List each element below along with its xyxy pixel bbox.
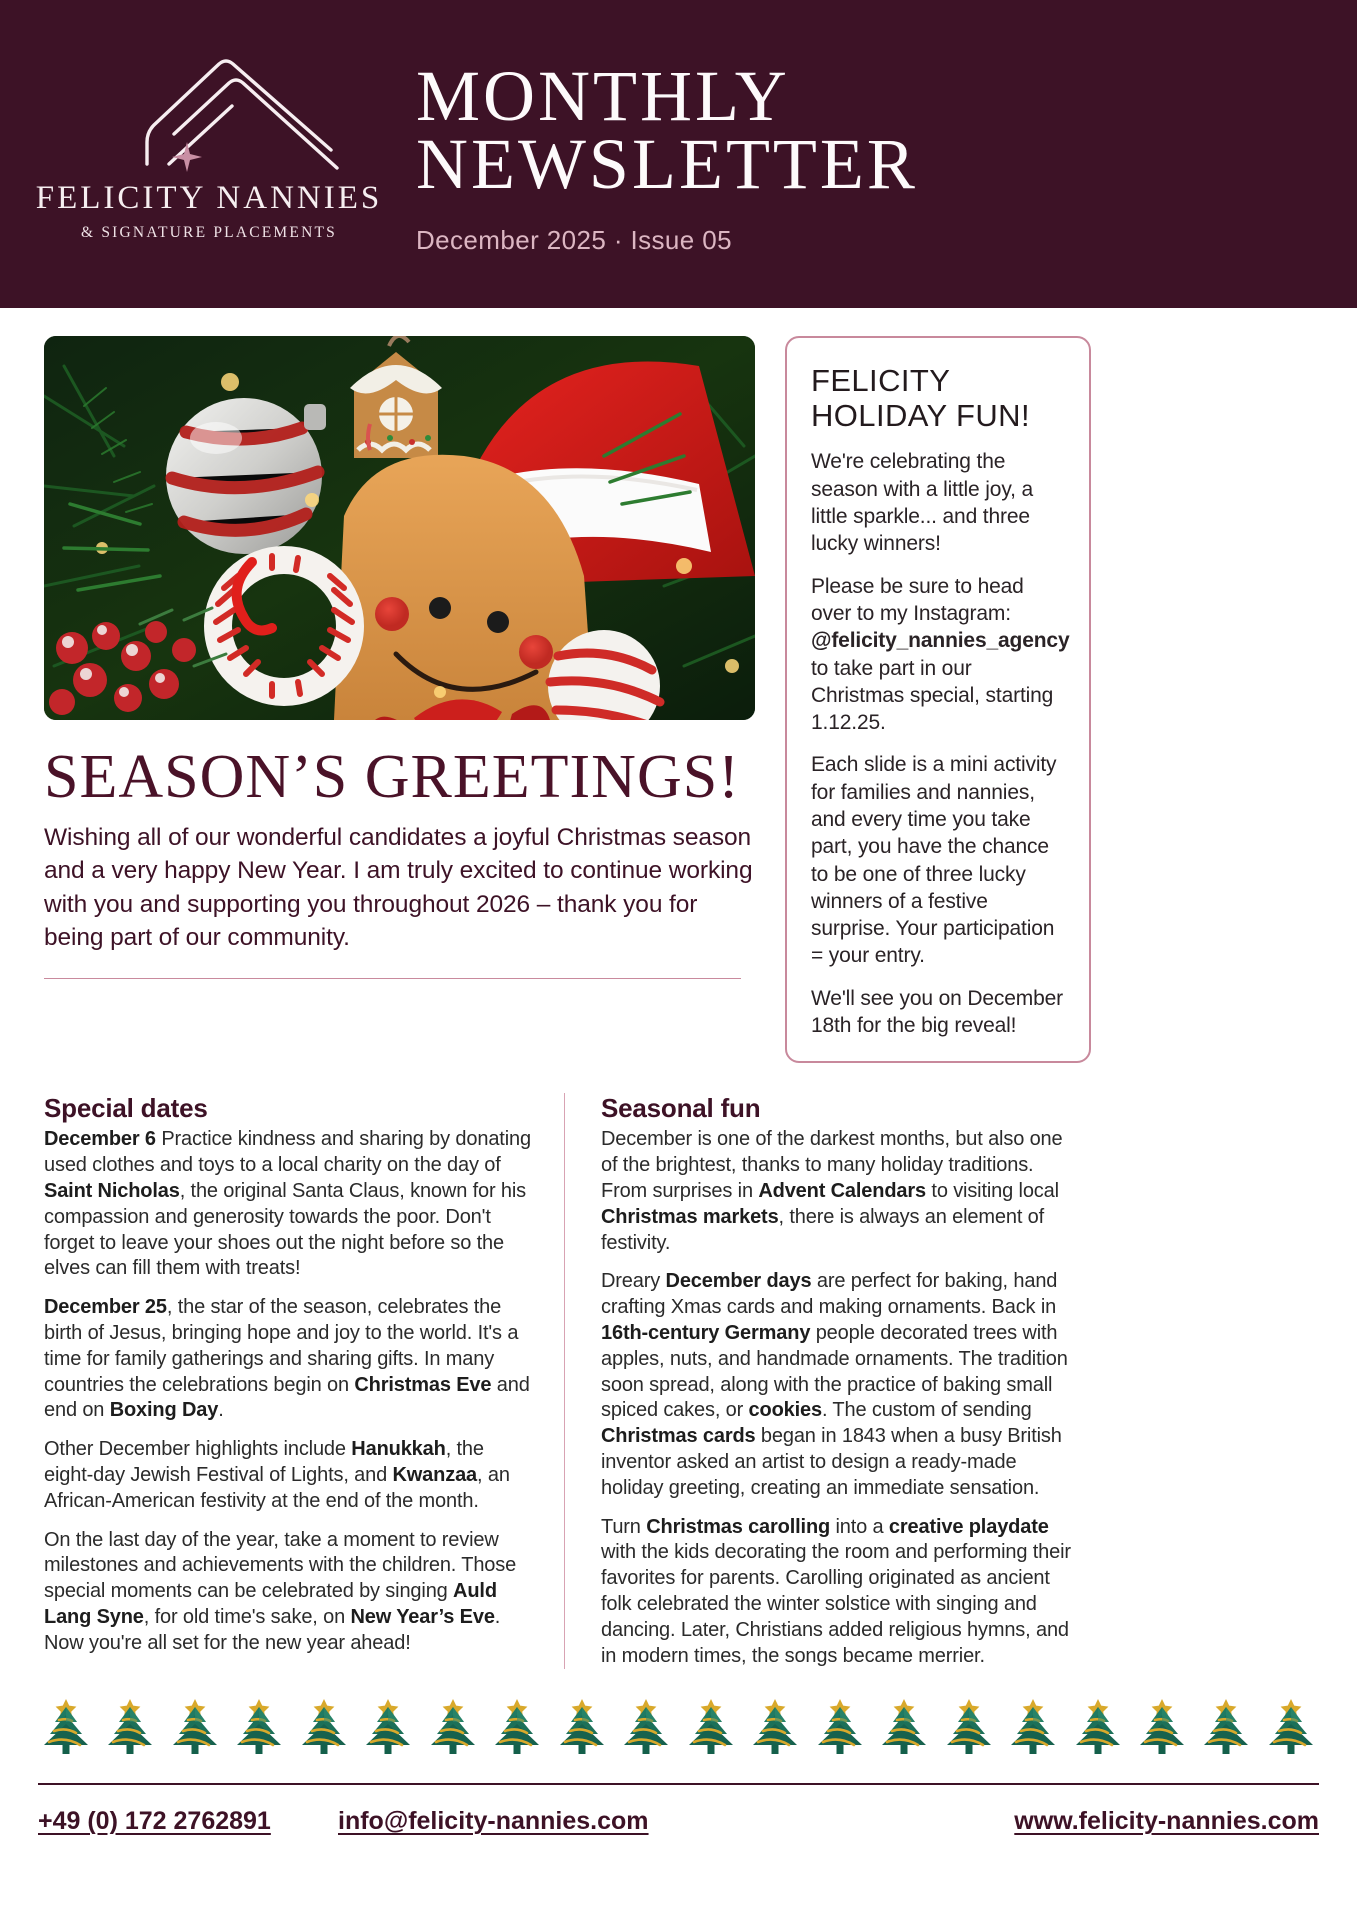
emphasis-text: December 6	[44, 1128, 156, 1151]
christmas-tree-icon	[489, 1693, 545, 1755]
page-header	[0, 0, 1357, 308]
emphasis-text: Saint Nicholas	[44, 1179, 180, 1202]
page-title-line2: NEWSLETTER	[416, 124, 918, 205]
holiday-fun-card	[785, 336, 1091, 1063]
body-text: with the kids decorating the room and performing their favorites for parents. Carolling originated as ancient folk celebrated the winter solstice with singing and dancing. Later, Christians added religious hymns, and in modern times, the songs became merrier.	[601, 1541, 1071, 1667]
christmas-tree-row	[38, 1693, 1319, 1755]
section-divider	[44, 978, 741, 979]
holiday-fun-paragraph-3: Each slide is a mini activity for families and nannies, and every time you take part, you have the chance to be one of three lucky winners of a festive surprise. Your participation = your entry.	[811, 753, 1057, 968]
holiday-fun-title-line2: HOLIDAY FUN!	[811, 397, 1030, 433]
emphasis-text: Christmas markets	[601, 1205, 779, 1228]
christmas-tree-icon	[747, 1693, 803, 1755]
christmas-tree-icon	[812, 1693, 868, 1755]
emphasis-text: Christmas carolling	[646, 1515, 831, 1538]
emphasis-text: creative playdate	[888, 1515, 1049, 1538]
holiday-fun-title-line1: FELICITY	[811, 363, 951, 398]
hero-image	[44, 336, 755, 720]
body-text: , the original Santa Claus, known for his compassion and generosity towards the poor. Don't forget to leave your shoes out the night before so the elves can fill them with treats!	[44, 1179, 526, 1280]
issue-label: December 2025 · Issue 05	[416, 224, 732, 255]
holiday-fun-paragraph-4: We'll see you on December 18th for the big reveal!	[811, 986, 1063, 1038]
emphasis-text: New Year’s Eve	[350, 1605, 495, 1628]
mountain-roof-logo-icon	[69, 46, 349, 174]
body-text: , there is always an element of festivity.	[601, 1205, 1045, 1254]
article-paragraph	[44, 1437, 534, 1514]
emphasis-text: Christmas cards	[601, 1425, 756, 1448]
footer-email[interactable]: info@felicity-nannies.com	[338, 1807, 649, 1836]
emphasis-text: December 25	[44, 1296, 167, 1319]
body-text: into a	[830, 1515, 889, 1538]
christmas-tree-icon	[1263, 1693, 1319, 1755]
brand-name: FELICITY NANNIES	[35, 180, 383, 216]
christmas-tree-icon	[296, 1693, 352, 1755]
christmas-tree-icon	[425, 1693, 481, 1755]
greeting-title: SEASON’S GREETINGS!	[44, 743, 740, 811]
footer-contact-bar	[38, 1807, 1319, 1836]
christmas-tree-icon	[1198, 1693, 1254, 1755]
brand-tagline: & SIGNATURE PLACEMENTS	[81, 224, 337, 241]
footer-phone[interactable]: +49 (0) 172 2762891	[38, 1807, 271, 1836]
body-text: and end on	[44, 1373, 530, 1422]
footer-website[interactable]: www.felicity-nannies.com	[1014, 1807, 1319, 1836]
footer-divider	[38, 1783, 1319, 1785]
holiday-fun-paragraph-2	[811, 573, 1070, 737]
seasonal-fun-column	[564, 1093, 1084, 1669]
body-text: .	[218, 1399, 224, 1422]
body-text: On the last day of the year, take a moment to review milestones and achievements with the children. Those special moments can be celebrated by singing	[44, 1528, 517, 1603]
article-paragraph	[44, 1528, 534, 1657]
emphasis-text: 16th-century Germany	[601, 1321, 811, 1344]
emphasis-text: Hanukkah	[351, 1438, 446, 1461]
emphasis-text: Christmas Eve	[354, 1373, 492, 1396]
emphasis-text: cookies	[748, 1399, 822, 1422]
special-dates-column	[44, 1093, 564, 1669]
emphasis-text: Boxing Day	[109, 1399, 219, 1422]
christmas-tree-icon	[941, 1693, 997, 1755]
christmas-tree-icon	[38, 1693, 94, 1755]
special-dates-body	[44, 1127, 534, 1656]
body-text: Other December highlights include	[44, 1438, 352, 1461]
instagram-handle[interactable]: @felicity_nannies_agency	[811, 629, 1070, 653]
christmas-tree-icon	[554, 1693, 610, 1755]
emphasis-text: Kwanzaa	[392, 1463, 478, 1486]
instagram-outro-text: to take part in our Christmas special, starting 1.12.25.	[811, 656, 1054, 735]
body-text: . Now you're all set for the new year ahead!	[44, 1605, 501, 1654]
christmas-tree-icon	[1070, 1693, 1126, 1755]
page-title-line1: MONTHLY	[416, 56, 790, 136]
christmas-tree-icon	[1005, 1693, 1061, 1755]
body-text: Dreary	[601, 1270, 666, 1293]
sparkle-icon	[172, 142, 202, 172]
christmas-tree-icon	[1134, 1693, 1190, 1755]
christmas-tree-icon	[876, 1693, 932, 1755]
christmas-tree-icon	[618, 1693, 674, 1755]
body-text: . The custom of sending	[821, 1399, 1032, 1422]
body-text: are perfect for baking, hand crafting Xmas cards and making ornaments. Back in	[601, 1270, 1058, 1319]
body-text: Practice kindness and sharing by donating used clothes and toys to a local charity on the day of	[44, 1128, 531, 1177]
upper-section	[0, 308, 1357, 1063]
emphasis-text: Advent Calendars	[758, 1179, 926, 1202]
body-text: , the star of the season, celebrates the birth of Jesus, bringing hope and joy to the world. It's a time for family gatherings and sharing gifts. In many countries the celebrations begin on	[44, 1296, 519, 1396]
holiday-fun-paragraph-1: We're celebrating the season with a little joy, a little sparkle... and three lucky winners!	[811, 450, 1034, 556]
body-text: December is one of the darkest months, but also one of the brightest, thanks to many holiday traditions. From surprises in	[601, 1128, 1063, 1202]
special-dates-heading: Special dates	[44, 1093, 208, 1124]
header-title-block	[374, 40, 918, 256]
body-text: , for old time's sake, on	[143, 1605, 351, 1628]
article-paragraph	[601, 1127, 1084, 1256]
christmas-tree-icon	[167, 1693, 223, 1755]
brand-logo	[35, 40, 383, 242]
body-text: people decorated trees with apples, nuts, and handmade ornaments. The tradition soon spread, along with the practice of baking small spiced cakes, or	[601, 1321, 1068, 1422]
instagram-intro-text: Please be sure to head over to my Instagram:	[811, 574, 1024, 625]
greeting-body: Wishing all of our wonderful candidates a joyful Christmas season and a very happy New Year. I am truly excited to continue working with you and supporting you throughout 2026 – thank you for being part of our community.	[44, 823, 753, 951]
hero-column	[44, 336, 755, 1063]
body-text: began in 1843 when a busy British inventor asked an artist to design a ready-made holiday greeting, creating an immediate sensation.	[601, 1425, 1062, 1499]
article-paragraph	[44, 1127, 534, 1282]
christmas-tree-icon	[683, 1693, 739, 1755]
emphasis-text: December days	[665, 1270, 812, 1293]
hero-illustration	[44, 336, 755, 720]
emphasis-text: Auld Lang Syne	[44, 1580, 497, 1628]
seasonal-fun-heading: Seasonal fun	[601, 1093, 761, 1124]
article-paragraph	[601, 1269, 1084, 1501]
christmas-tree-icon	[360, 1693, 416, 1755]
article-columns	[44, 1093, 1321, 1669]
christmas-tree-icon	[102, 1693, 158, 1755]
body-text: Turn	[601, 1515, 647, 1538]
body-text: , an African-American festivity at the end of the month.	[44, 1463, 510, 1512]
article-paragraph	[44, 1295, 534, 1424]
body-text: to visiting local	[926, 1179, 1059, 1202]
christmas-tree-icon	[231, 1693, 287, 1755]
body-text: , the eight-day Jewish Festival of Lights, and	[44, 1438, 484, 1486]
seasonal-fun-body	[601, 1127, 1084, 1669]
article-paragraph	[601, 1515, 1084, 1670]
